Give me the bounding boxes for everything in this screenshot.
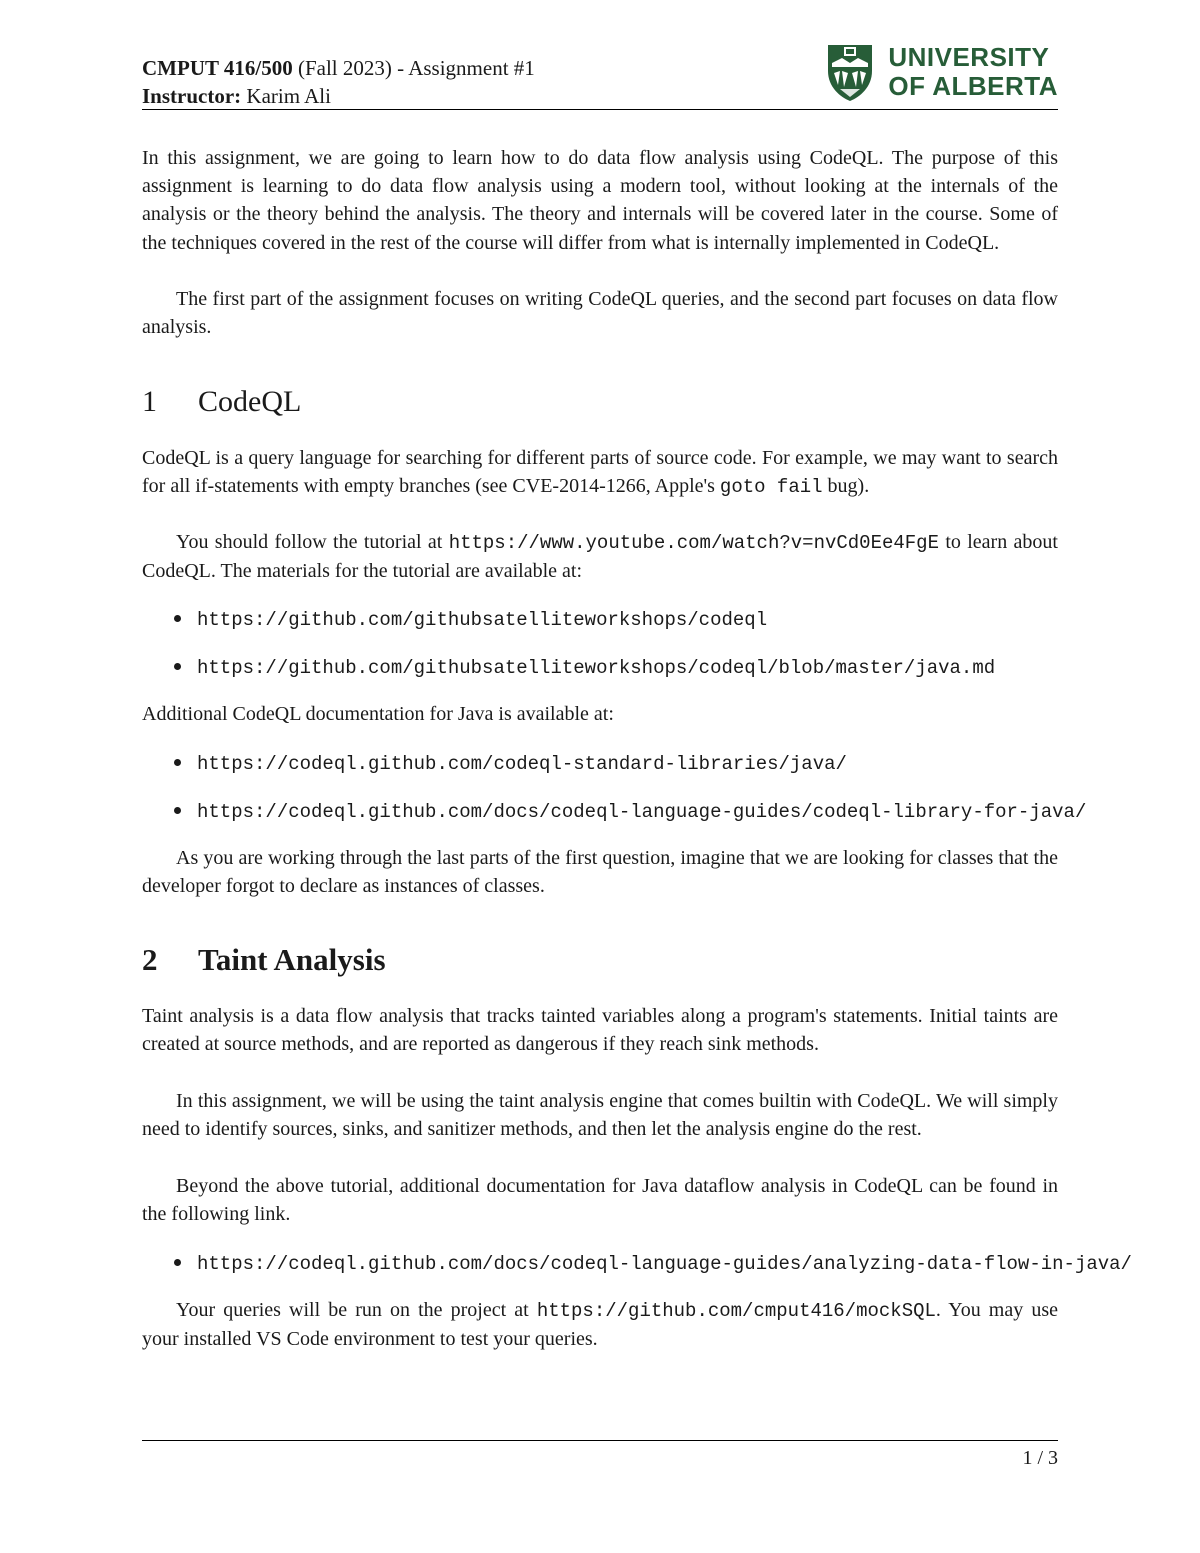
logo-wordmark: UNIVERSITY OF ALBERTA: [888, 42, 1058, 101]
section-1-paragraph-1: CodeQL is a query language for searching for different parts of source code. For example, we may want to search for all if-statements with empty branches (see CVE-2014-1266, Apple's goto fail bug).: [142, 447, 1058, 499]
list-item: [174, 797, 1086, 826]
section-2-paragraph-2: In this assignment, we will be using the taint analysis engine that comes builtin with CodeQL. We will simply need to identify sources, sinks, and sanitizer methods, and then let the analysis engine do the rest.: [142, 1090, 1058, 1141]
section-1-paragraph-3: Additional CodeQL documentation for Java is available at:: [142, 703, 614, 725]
section-1-paragraph-4: As you are working through the last parts of the first question, imagine that we are looking for classes that the developer forgot to declare as instances of classes.: [142, 847, 1058, 898]
section-1-heading: 1 CodeQL: [142, 385, 302, 418]
footer-divider: [142, 1440, 1058, 1441]
link[interactable]: https://github.com/githubsatelliteworkshops/codeql: [197, 609, 768, 631]
header-block: [142, 54, 535, 110]
link[interactable]: https://codeql.github.com/docs/codeql-language-guides/analyzing-data-flow-in-java/: [197, 1253, 1132, 1275]
document-page: [142, 0, 1132, 1553]
section-1-paragraph-2: You should follow the tutorial at https://www.youtube.com/watch?v=nvCd0Ee4FgE to learn about CodeQL. The materials for the tutorial are available at:: [142, 531, 1058, 583]
bullet-icon: [174, 759, 181, 766]
bullet-icon: [174, 615, 181, 622]
bullet-icon: [174, 1259, 181, 1266]
intro-paragraph-2: The first part of the assignment focuses on writing CodeQL queries, and the second part focuses on data flow analysis.: [142, 288, 1058, 339]
section-2-paragraph-3: Beyond the above tutorial, additional documentation for Java dataflow analysis in CodeQL can be found in the following link.: [142, 1175, 1058, 1226]
university-logo: [826, 40, 1058, 104]
section-2-paragraph-1: Taint analysis is a data flow analysis that tracks tainted variables along a program's statements. Initial taints are created at source methods, and are reported as dangerous if they reach sink methods.: [142, 1005, 1058, 1056]
link[interactable]: https://codeql.github.com/docs/codeql-language-guides/codeql-library-for-java/: [197, 801, 1087, 823]
intro-paragraph-1: In this assignment, we are going to learn how to do data flow analysis using CodeQL. The purpose of this assignment is learning to do data flow analysis using a modern tool, without looking at the internals of the analysis or the theory behind the analysis. The theory and internals will be covered later in the course. Some of the techniques covered in the rest of the course will differ from what is internally implemented in CodeQL.: [142, 147, 1058, 254]
link[interactable]: https://github.com/githubsatelliteworkshops/codeql/blob/master/java.md: [197, 657, 996, 679]
list-item: [174, 605, 767, 634]
bullet-icon: [174, 807, 181, 814]
tutorial-link[interactable]: https://www.youtube.com/watch?v=nvCd0Ee4FgE: [448, 532, 939, 554]
crest-icon: [826, 41, 874, 103]
list-item: [174, 1249, 1132, 1278]
header-divider: [142, 109, 1058, 110]
instructor-line: Instructor: Karim Ali: [142, 84, 331, 108]
bullet-icon: [174, 663, 181, 670]
course-title: CMPUT 416/500 (Fall 2023) - Assignment #1: [142, 56, 535, 80]
list-item: [174, 653, 995, 682]
page-number: 1 / 3: [1022, 1447, 1058, 1469]
list-item: [174, 749, 847, 778]
link[interactable]: https://codeql.github.com/codeql-standard-libraries/java/: [197, 753, 847, 775]
project-link[interactable]: https://github.com/cmput416/mockSQL: [536, 1300, 936, 1322]
inline-code: goto fail: [719, 476, 823, 499]
section-2-paragraph-4: Your queries will be run on the project at https://github.com/cmput416/mockSQL. You may use your installed VS Code environment to test your queries.: [142, 1299, 1059, 1351]
section-2-heading: 2 Taint Analysis: [142, 942, 386, 977]
